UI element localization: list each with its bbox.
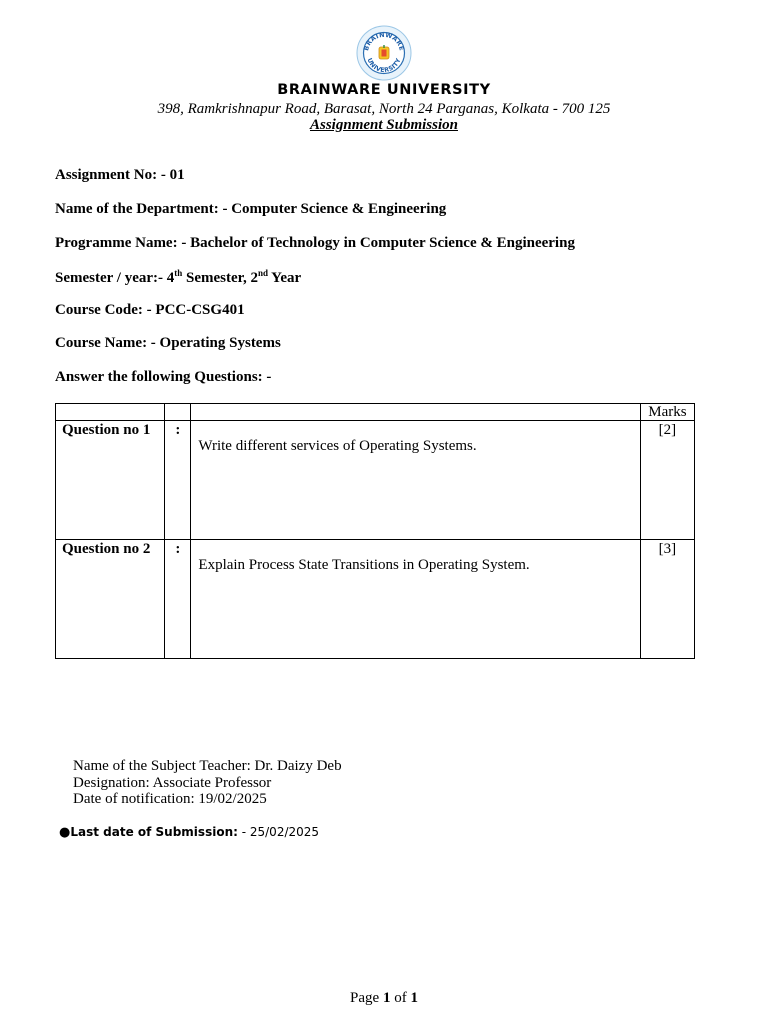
deadline-value: - 25/02/2025: [237, 825, 320, 839]
table-row: [56, 540, 695, 659]
assignment-number: Assignment No: - 01: [55, 167, 185, 183]
semester-year: [55, 268, 301, 287]
svg-text:UNIVERSITY: UNIVERSITY: [365, 57, 403, 75]
of-word: of: [390, 990, 411, 1006]
marks-header: Marks: [640, 404, 694, 421]
semester-prefix: Semester / year:- 4: [55, 270, 175, 286]
semester-superscript: th: [174, 268, 183, 278]
header-cell-empty: [191, 404, 640, 421]
current-page: 1: [382, 990, 391, 1006]
university-logo: [356, 25, 412, 81]
table-row: [56, 421, 695, 540]
question-label: Question no 2: [56, 540, 165, 659]
course-code: Course Code: - PCC-CSG401: [55, 302, 245, 318]
page-footer: [0, 990, 768, 1007]
instruction-text: Answer the following Questions: -: [55, 369, 272, 385]
document-subtitle: Assignment Submission: [310, 117, 458, 133]
year-superscript: nd: [257, 268, 268, 278]
teacher-designation: Designation: Associate Professor: [73, 774, 272, 791]
header-cell-empty: [165, 404, 191, 421]
programme-name: Programme Name: - Bachelor of Technology in Computer Science & Engineering: [55, 235, 575, 251]
table-header-row: [56, 404, 695, 421]
total-pages: 1: [410, 990, 418, 1006]
question-colon: :: [165, 421, 191, 540]
department-name: Name of the Department: - Computer Science & Engineering: [55, 201, 447, 217]
university-address: 398, Ramkrishnapur Road, Barasat, North 24 Parganas, Kolkata - 700 125: [157, 101, 611, 117]
year-suffix: Year: [267, 270, 302, 286]
bullet-icon: ●: [59, 825, 71, 840]
question-text: Write different services of Operating Systems.: [191, 421, 640, 540]
question-label: Question no 1: [56, 421, 165, 540]
deadline-label: Last date of Submission:: [70, 825, 238, 839]
teacher-info: [73, 758, 342, 808]
course-name: Course Name: - Operating Systems: [55, 335, 281, 351]
svg-text:BRAINWARE: BRAINWARE: [362, 30, 406, 52]
question-marks: [3]: [640, 540, 694, 659]
page-word: Page: [350, 990, 383, 1006]
submission-deadline: [59, 825, 319, 840]
teacher-name: Name of the Subject Teacher: Dr. Daizy Deb: [73, 758, 342, 774]
question-marks: [2]: [640, 421, 694, 540]
header-cell-empty: [56, 404, 165, 421]
university-name: BRAINWARE UNIVERSITY: [277, 82, 491, 98]
semester-middle: Semester, 2: [182, 270, 258, 286]
question-text: Explain Process State Transitions in Operating System.: [191, 540, 640, 659]
notification-date: Date of notification: 19/02/2025: [73, 791, 267, 807]
questions-table: [55, 403, 695, 659]
question-colon: :: [165, 540, 191, 659]
